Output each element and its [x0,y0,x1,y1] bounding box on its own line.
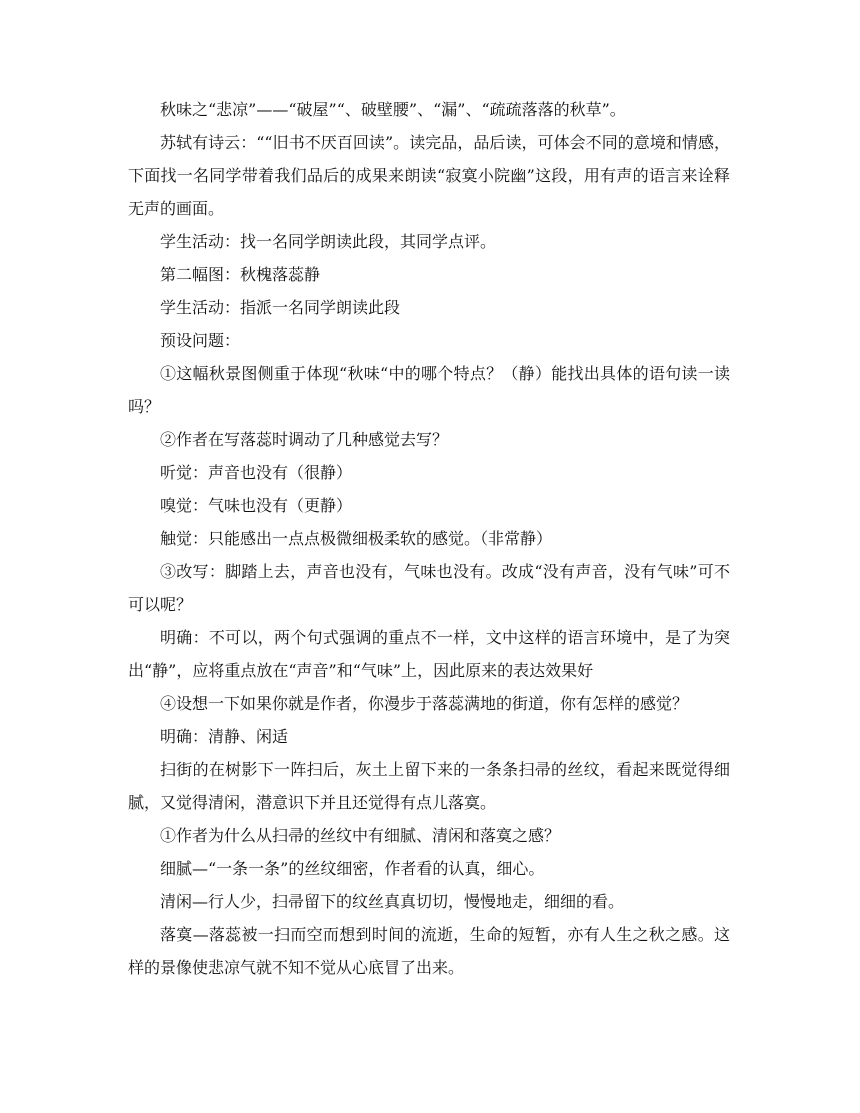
paragraph-xini: 细腻—“一条一条”的丝纹细密，作者看的认真，细心。 [160,859,545,878]
paragraph-preset-questions: 预设问题： [160,331,241,350]
paragraph-question-4: ④设想一下如果你就是作者，你漫步于落蕊满地的街道，你有怎样的感觉？ [160,694,689,713]
paragraph-touch: 触觉：只能感出一点点极微细极柔软的感觉。（非常静） [160,529,553,548]
paragraph-second-picture-heading: 第二幅图：秋槐落蕊静 [160,265,321,284]
paragraph-qiuwei-beiliang: 秋味之“悲凉”——“破屋”“、破壁腰”、“漏”、“疏疏落落的秋草”。 [160,100,626,119]
document-body [128,93,730,984]
paragraph-question-1: ①这幅秋景图侧重于体现“秋味“中的哪个特点？（静）能找出具体的语句读一读吗？ [128,364,730,416]
paragraph-sushi-poem: 苏轼有诗云：““旧书不厌百回读”。读完品，品后读，可体会不同的意境和情感，下面找一名同学带着我们品后的成果来朗读“寂寞小院幽”这段，用有声的语言来诠释无声的画面。 [128,133,730,218]
paragraph-qingxian: 清闲—行人少，扫帚留下的纹丝真真切切，慢慢地走，细细的看。 [160,892,625,911]
paragraph-question-5: ①作者为什么从扫帚的丝纹中有细腻、清闲和落寞之感？ [160,826,561,845]
paragraph-answer-4: 明确：清静、闲适 [160,727,289,746]
paragraph-luomo: 落寞—落蕊被一扫而空而想到时间的流逝，生命的短暂，亦有人生之秋之感。这样的景像使悲凉气就不知不觉从心底冒了出来。 [128,925,730,977]
paragraph-smell: 嗅觉：气味也没有（更静） [160,496,353,515]
paragraph-hearing: 听觉：声音也没有（很静） [160,463,353,482]
paragraph-student-activity-1: 学生活动：找一名同学朗读此段，其同学点评。 [160,232,497,251]
paragraph-answer-3: 明确：不可以，两个句式强调的重点不一样，文中这样的语言环境中，是了为突出“静”，应将重点放在“声音”和“气味”上，因此原来的表达效果好 [128,628,730,680]
paragraph-question-3: ③改写：脚踏上去，声音也没有，气味也没有。改成“没有声音，没有气味”可不可以呢？ [128,562,730,614]
paragraph-student-activity-2: 学生活动：指派一名同学朗读此段 [160,298,401,317]
paragraph-sweeping-street: 扫街的在树影下一阵扫后，灰土上留下来的一条条扫帚的丝纹，看起来既觉得细腻，又觉得清闲，潜意识下并且还觉得有点儿落寞。 [128,760,730,812]
paragraph-question-2: ②作者在写落蕊时调动了几种感觉去写？ [160,430,449,449]
